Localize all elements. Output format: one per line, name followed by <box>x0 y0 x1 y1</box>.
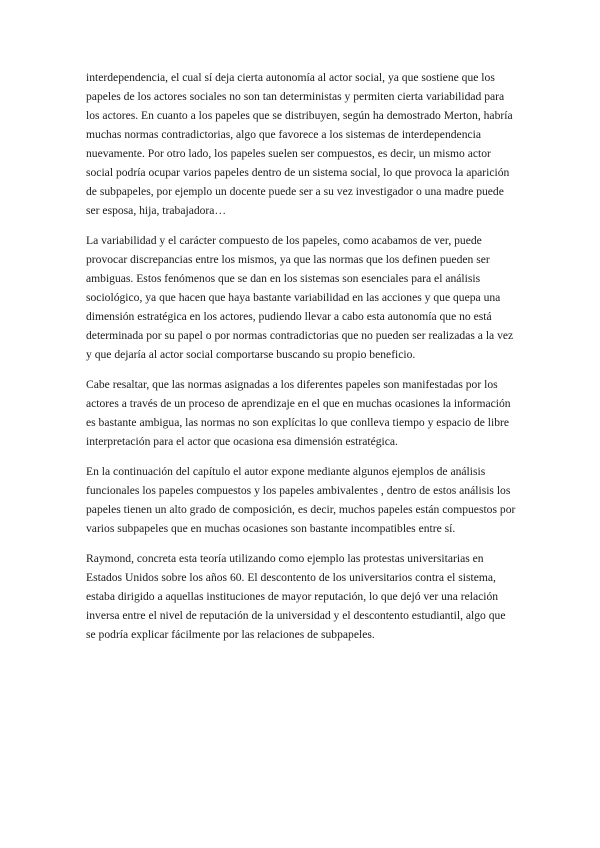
paragraph-4: En la continuación del capítulo el autor expone mediante algunos ejemplos de análisis funcionales los papeles compuestos y los papeles ambivalentes , dentro de estos análisis los papeles tienen un alto grado de composición, es decir, muchos papeles están compuestos por varios subpapeles que en muchas ocasiones son bastante incompatibles entre sí. <box>86 465 516 535</box>
body-text <box>86 68 516 655</box>
paragraph-1: interdependencia, el cual sí deja cierta autonomía al actor social, ya que sostiene que los papeles de los actores sociales no son tan deterministas y permiten cierta variabilidad para los actores. En cuanto a los papeles que se distribuyen, según ha demostrado Merton, habría muchas normas contradictorias, algo que favorece a los sistemas de interdependencia nuevamente. Por otro lado, los papeles suelen ser compuestos, es decir, un mismo actor social podría ocupar varios papeles dentro de un sistema social, lo que provoca la aparición de subpapeles, por ejemplo un docente puede ser a su vez investigador o una madre puede ser esposa, hija, trabajadora… <box>86 71 513 217</box>
paragraph-5: Raymond, concreta esta teoría utilizando como ejemplo las protestas universitarias en Estados Unidos sobre los años 60. El descontento de los universitarios contra el sistema, estaba dirigido a aquellas instituciones de mayor reputación, lo que dejó ver una relación inversa entre el nivel de reputación de la universidad y el descontento estudiantil, algo que se podría explicar fácilmente por las relaciones de subpapeles. <box>86 552 506 641</box>
paragraph-2: La variabilidad y el carácter compuesto de los papeles, como acabamos de ver, puede provocar discrepancias entre los mismos, ya que las normas que los definen pueden ser ambiguas. Estos fenómenos que se dan en los sistemas son esenciales para el análisis sociológico, ya que hacen que haya bastante variabilidad en las acciones y que quepa una dimensión estratégica en los actores, pudiendo llevar a cabo esta autonomía que no está determinada por su papel o por normas contradictorias que no pueden ser realizadas a la vez y que dejaría al actor social comportarse buscando su propio beneficio. <box>86 234 514 361</box>
paragraph-3: Cabe resaltar, que las normas asignadas a los diferentes papeles son manifestadas por los actores a través de un proceso de aprendizaje en el que en muchas ocasiones la información es bastante ambigua, las normas no son explícitas lo que conlleva tiempo y espacio de libre interpretación para el actor que ocasiona esa dimensión estratégica. <box>86 378 511 448</box>
